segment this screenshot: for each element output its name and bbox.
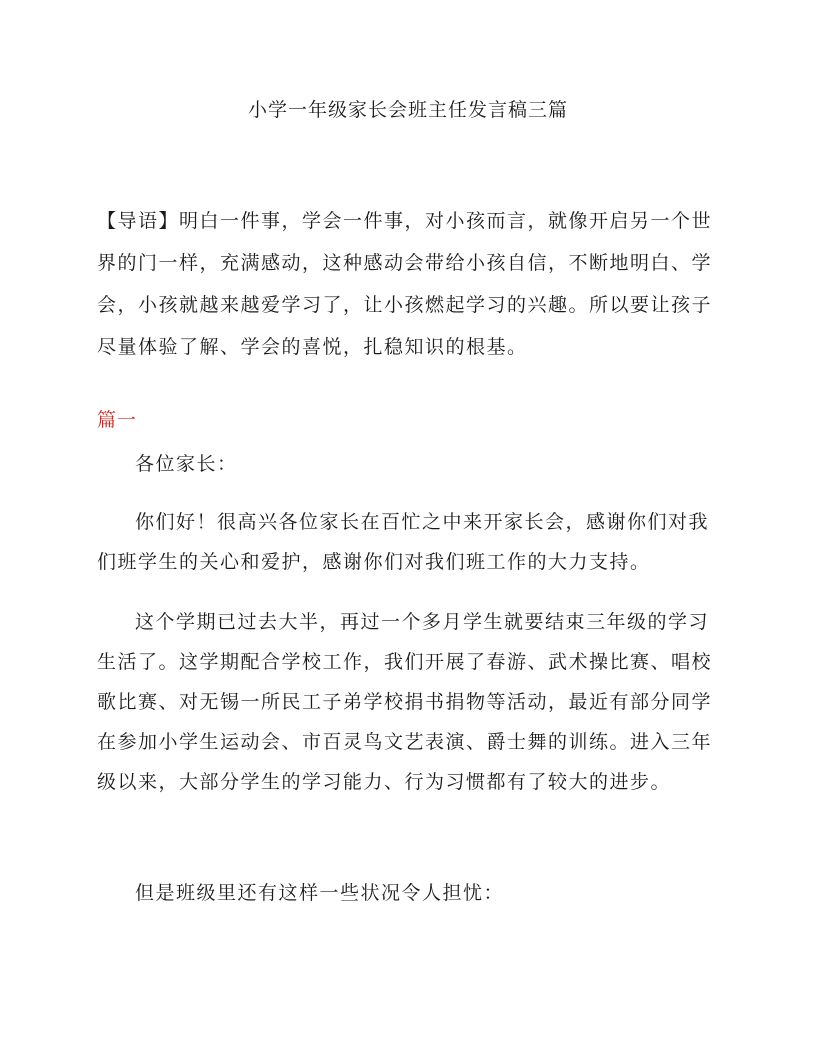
intro-paragraph: 【导语】明白一件事，学会一件事，对小孩而言，就像开启另一个世界的门一样，充满感动，这种感动会带给小孩自信，不断地明白、学会，小孩就越来越爱学习了，让小孩燃起学习的兴趣。所以要让孩子尽量体验了解、学会的喜悦，扎稳知识的根基。 xyxy=(97,210,713,358)
term-review-paragraph: 这个学期已过去大半，再过一个多月学生就要结束三年级的学习生活了。这学期配合学校工作，我们开展了春游、武术操比赛、唱校歌比赛、对无锡一所民工子弟学校捐书捐物等活动，最近有部分同学在参加小学生运动会、市百灵鸟文艺表演、爵士舞的训练。进入三年级以来，大部分学生的学习能力、行为习惯都有了较大的进步。 xyxy=(97,611,713,793)
concern-paragraph: 但是班级里还有这样一些状况令人担忧： xyxy=(135,882,505,904)
document-title: 小学一年级家长会班主任发言稿三篇 xyxy=(247,99,568,121)
salutation-paragraph: 各位家长： xyxy=(135,453,238,475)
section-heading: 篇一 xyxy=(97,409,138,431)
greeting-paragraph: 你们好！很高兴各位家长在百忙之中来开家长会，感谢你们对我们班学生的关心和爱护，感谢你们对我们班工作的大力支持。 xyxy=(97,511,710,573)
